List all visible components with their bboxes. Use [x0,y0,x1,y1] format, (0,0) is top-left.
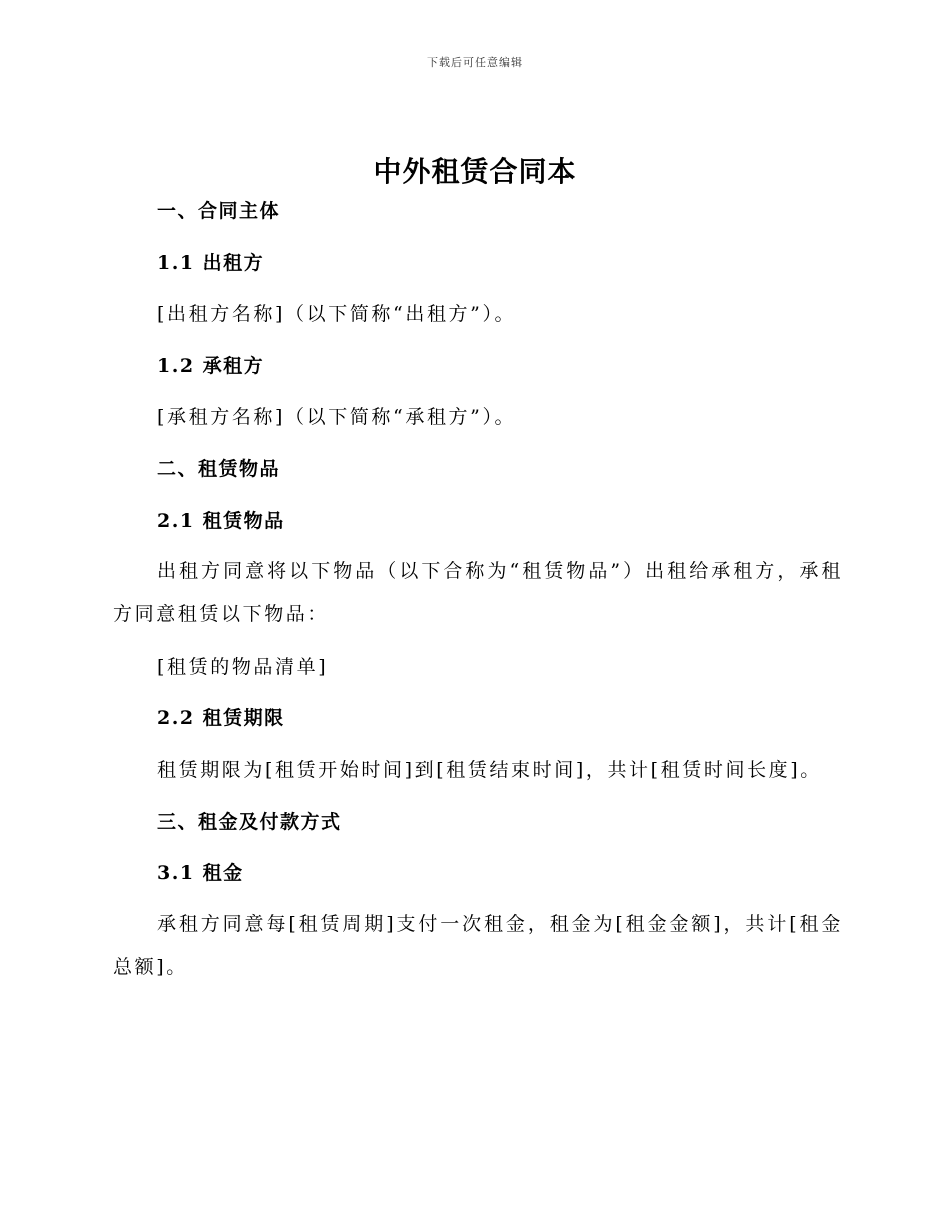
section-1-2-heading: 1.2 承租方 [157,355,265,377]
section-2-2-heading: 2.2 租赁期限 [157,707,285,729]
section-2-1-heading: 2.1 租赁物品 [157,510,285,532]
section-1-1-text: [出租方名称]（以下简称“出租方”）。 [157,303,517,325]
header-note: 下载后可任意编辑 [427,56,523,69]
section-1-heading: 一、合同主体 [157,200,281,222]
section-2-2-text: 租赁期限为[租赁开始时间]到[租赁结束时间]，共计[租赁时间长度]。 [157,759,822,781]
document-title: 中外租赁合同本 [373,155,577,188]
section-2-1-item-list: [租赁的物品清单] [157,656,329,678]
section-3-1-heading: 3.1 租金 [157,862,244,884]
section-2-1-text: 出租方同意将以下物品（以下合称为“租赁物品”）出租给承租方，承租方同意租赁以下物品： [113,560,843,625]
section-2-heading: 二、租赁物品 [157,458,281,480]
section-1-1-heading: 1.1 出租方 [157,252,265,274]
section-3-1-text: 承租方同意每[租赁周期]支付一次租金，租金为[租金金额]，共计[租金总额]。 [113,913,843,978]
section-1-2-text: [承租方名称]（以下简称“承租方”）。 [157,406,517,428]
section-3-heading: 三、租金及付款方式 [157,811,342,833]
